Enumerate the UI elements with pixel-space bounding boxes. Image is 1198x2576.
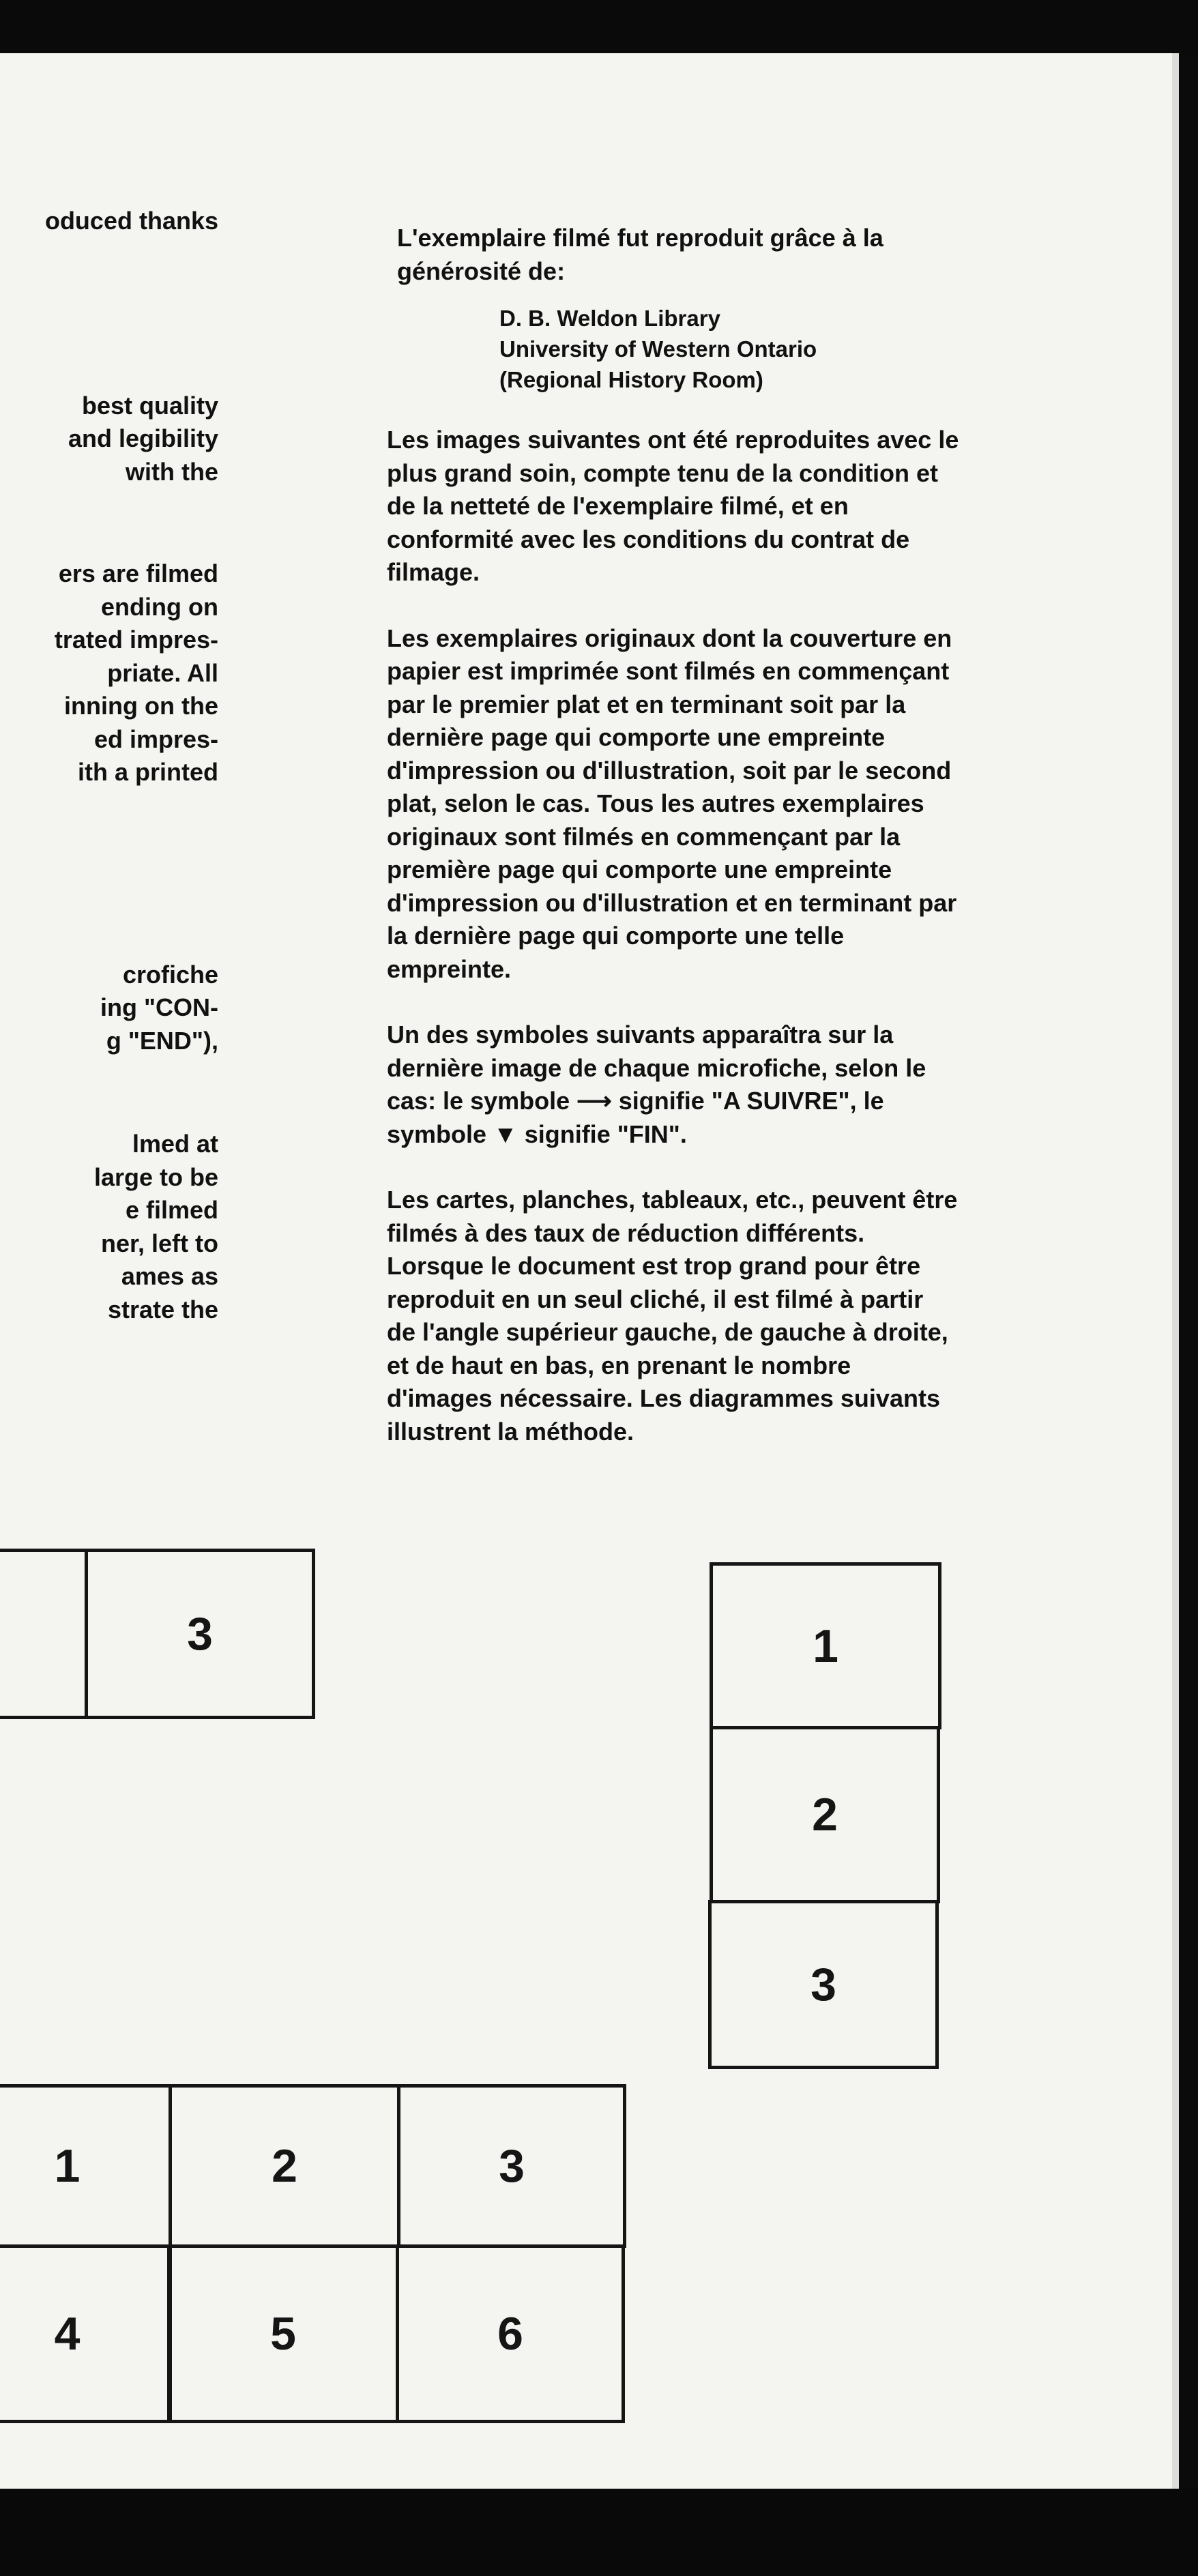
page-edge <box>1172 53 1179 2489</box>
french-para-1: Les images suivantes ont été reproduites avec le plus grand soin, compte tenu de la condition et de la netteté de l'exemplaire filmé, et en conformité avec les conditions du contrat de filmage. <box>387 426 959 586</box>
french-body <box>387 424 1151 1481</box>
grid-cell-3: 3 <box>397 2084 626 2248</box>
english-para-2: best quality and legibility with the <box>68 391 218 486</box>
row-cell-3: 3 <box>85 1549 315 1719</box>
english-para-3: ers are filmed ending on trated impres- priate. All inning on the ed impres- ith a printed <box>54 559 218 786</box>
french-para-2: Les exemplaires originaux dont la couverture en papier est imprimée sont filmés en commençant par le premier plat et en terminant soit par la dernière page qui comporte une empreinte d'impression ou d'illustration, soit par le second plat, selon le cas. Tous les autres exemplaires originaux sont filmés en commençant par la première page qui comporte une empreinte d'impression ou d'illustration et en terminant par la dernière page qui comporte une telle empreinte. <box>387 624 957 983</box>
library-name: D. B. Weldon Library <box>499 306 720 331</box>
english-para-5: lmed at large to be e filmed ner, left to ames as strate the <box>93 1130 218 1323</box>
english-para-1: oduced thanks <box>44 207 218 235</box>
grid-cell-5: 5 <box>167 2244 399 2423</box>
library-credit <box>499 303 817 395</box>
library-university: University of Western Ontario <box>499 336 817 362</box>
english-para-4: crofiche ing "CON- g "END"), <box>100 960 218 1055</box>
grid-cell-4: 4 <box>0 2244 172 2423</box>
scan-border-top <box>0 0 1198 58</box>
grid-cell-1: 1 <box>0 2084 172 2248</box>
scan-border-bottom <box>0 2489 1198 2576</box>
grid-cell-2: 2 <box>169 2084 400 2248</box>
column-cell-3: 3 <box>708 1900 939 2069</box>
french-para-4: Les cartes, planches, tableaux, etc., peuvent être filmés à des taux de réduction différents. Lorsque le document est trop grand pour être reproduit en un seul cliché, il est filmé à partir de l'angle supérieur gauche, de gauche à droite, et de haut en bas, en prenant le nombre d'images nécessaire. Les diagrammes suivants illustrent la méthode. <box>387 1186 958 1446</box>
column-cell-1: 1 <box>710 1562 941 1729</box>
french-para-3: Un des symboles suivants apparaîtra sur la dernière image de chaque microfiche, selon le cas: le symbole ⟶ signifie "A SUIVRE", le symbole ▼ signifie "FIN". <box>387 1021 926 1148</box>
english-column <box>0 205 218 1359</box>
grid-cell-6: 6 <box>396 2244 625 2423</box>
french-intro: L'exemplaire filmé fut reproduit grâce à la générosité de: <box>397 224 883 285</box>
column-cell-2: 2 <box>710 1726 940 1903</box>
library-room: (Regional History Room) <box>499 367 763 392</box>
